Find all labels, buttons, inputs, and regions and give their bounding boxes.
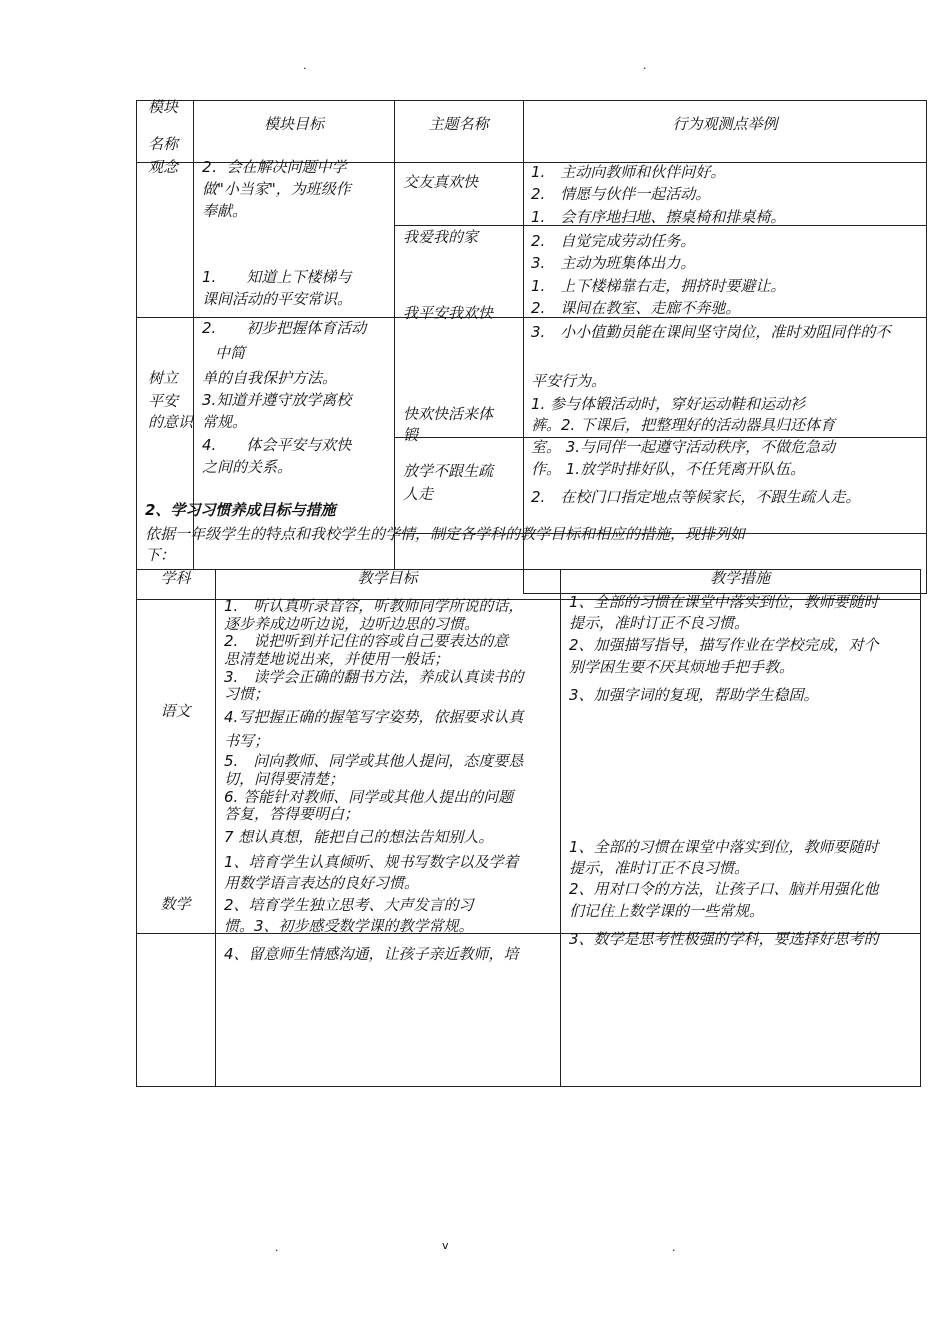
header-teaching-measure: 教学措施 (709, 569, 770, 587)
chinese-goal-line: 答复，答得要明白； (224, 805, 360, 823)
module-goal-line: 2. 初步把握体育活动 (202, 319, 367, 337)
behavior-line: 1. 参与体锻活动时，穿好运动鞋和运动衫 (531, 395, 806, 413)
chinese-measure-line: 别学困生要不厌其烦地手把手教。 (569, 658, 795, 676)
module-safety-label-line2: 平安 (148, 392, 179, 410)
top-right-dot: . (643, 59, 647, 72)
module-safety-label-line3: 的意识 (148, 413, 194, 431)
header-teaching-goal: 教学目标 (357, 569, 418, 587)
chinese-goal-line: 书写； (224, 732, 270, 750)
header-module-name-line1: 模块 (148, 98, 179, 116)
math-measure-line: 提示，准时订正不良习惯。 (569, 859, 750, 877)
theme-friendship: 交友真欢快 (403, 173, 479, 191)
math-goal-line: 4、留意师生情感沟通，让孩子亲近教师，培 (224, 945, 519, 963)
behavior-line: 3. 主动为班集体出力。 (531, 254, 696, 272)
theme-love-home: 我爱我的家 (403, 228, 479, 246)
chinese-goal-line: 习惯； (224, 685, 270, 703)
module-goal-line: 奉献。 (202, 202, 248, 220)
chinese-goal-line: 3. 读学会正确的翻书方法，养成认真读书的 (224, 668, 524, 686)
chinese-goal-line: 逐步养成边听边说，边听边思的习惯。 (224, 615, 480, 633)
module-goal-line: 中简 (215, 344, 246, 362)
section-intro-line1: 依据一年级学生的特点和我校学生的学情，制定各学科的教学目标和相应的措施，现排列如 (145, 525, 746, 543)
behavior-line: 2. 课间在教室、走廊不奔驰。 (531, 299, 741, 317)
math-measure-line: 2、用对口令的方法，让孩子口、脑并用强化他 (569, 880, 879, 898)
chinese-measure-line: 2、加强描写指导，描写作业在学校完成，对个 (569, 636, 879, 654)
module-concept-label: 观念 (148, 158, 179, 176)
chinese-goal-line: 1. 听认真听录音容，听教师同学所说的话， (224, 597, 524, 615)
header-behavior-examples: 行为观测点举例 (672, 115, 778, 133)
behavior-line: 作。 1.放学时排好队，不任凭离开队伍。 (531, 460, 806, 478)
math-goal-line: 惯。3、初步感受数学课的教学常规。 (224, 917, 474, 935)
chinese-goal-line: 4.写把握正确的握笔写字姿势，依据要求认真 (224, 708, 524, 726)
header-theme-name: 主题名称 (428, 115, 489, 133)
subject-chinese: 语文 (160, 702, 191, 720)
module-goal-line: 课间活动的平安常识。 (202, 290, 353, 308)
module-goal-line: 3.知道并遵守放学离校 (202, 391, 352, 409)
subject-math: 数学 (160, 895, 191, 913)
behavior-line: 1. 上下楼梯靠右走，拥挤时要避让。 (531, 277, 786, 295)
header-subject: 学科 (160, 569, 191, 587)
chinese-goal-line: 切，问得要清楚； (224, 770, 345, 788)
theme-exercise-line1: 快欢快活来体 (403, 405, 494, 423)
behavior-line: 2. 情愿与伙伴一起活动。 (531, 185, 711, 203)
chinese-goal-line: 6. 答能针对教师、同学或其他人提出的问题 (224, 788, 514, 806)
math-goal-line: 2、培育学生独立思考、大声发言的习 (224, 896, 474, 914)
module-goal-line: 1. 知道上下楼梯与 (202, 268, 352, 286)
behavior-line: 1. 主动向教师和伙伴问好。 (531, 163, 726, 181)
behavior-line: 1. 会有序地扫地、擦桌椅和排桌椅。 (531, 208, 786, 226)
math-goal-line: 1、培育学生认真倾听、规书写数字以及学着 (224, 853, 519, 871)
module-goal-line: 做"小当家"，为班级作 (202, 180, 351, 198)
math-goal-line: 用数学语言表达的良好习惯。 (224, 874, 420, 892)
chinese-measure-line: 提示，准时订正不良习惯。 (569, 614, 750, 632)
behavior-line: 平安行为。 (531, 372, 607, 390)
chinese-measure-line: 3、加强字词的复现，帮助学生稳固。 (569, 686, 819, 704)
chinese-goal-line: 2. 说把听到并记住的容或自己要表达的意 (224, 632, 509, 650)
behavior-line: 2. 在校门口指定地点等候家长，不跟生疏人走。 (531, 488, 861, 506)
section-heading: 2、学习习惯养成目标与措施 (145, 501, 336, 519)
chinese-goal-line: 7 想认真想，能把自己的想法告知别人。 (224, 828, 494, 846)
math-measure-line: 1、全部的习惯在课堂中落实到位，教师要随时 (569, 838, 879, 856)
behavior-line: 2. 自觉完成劳动任务。 (531, 232, 696, 250)
header-module-goal: 模块目标 (263, 115, 324, 133)
chinese-measure-line: 1、全部的习惯在课堂中落实到位，教师要随时 (569, 593, 879, 611)
theme-no-stranger-line2: 人走 (403, 485, 434, 503)
module-goal-line: 4. 体会平安与欢快 (202, 436, 352, 454)
footer-left-dot: . (275, 1241, 279, 1254)
chinese-goal-line: 5. 问向教师、同学或其他人提问，态度要恳 (224, 752, 524, 770)
theme-no-stranger-line1: 放学不跟生疏 (403, 462, 494, 480)
top-left-dot: . (303, 59, 307, 72)
module-safety-label-line1: 树立 (148, 369, 179, 387)
behavior-line: 3. 小小值勤员能在课间坚守岗位，准时劝阻同伴的不 (531, 323, 891, 341)
math-measure-line: 们记住上数学课的一些常规。 (569, 902, 765, 920)
footer-right-dot: . (672, 1241, 676, 1254)
module-goal-line: 常规。 (202, 413, 248, 431)
section-intro-line2: 下： (145, 546, 176, 564)
module-goal-line: 2．会在解决问题中学 (202, 158, 347, 176)
behavior-line: 裤。2. 下课后，把整理好的活动器具归还体育 (531, 416, 836, 434)
math-measure-line: 3、数学是思考性极强的学科，要选择好思考的 (569, 930, 879, 948)
module-goal-line: 之间的关系。 (202, 458, 293, 476)
header-module-name-line2: 名称 (148, 135, 179, 153)
theme-exercise-line2: 锻 (403, 426, 419, 444)
footer-center-mark: v (442, 1239, 449, 1252)
behavior-line: 室。 3.与同伴一起遵守活动秩序，不做危急动 (531, 438, 836, 456)
theme-safe-happy: 我平安我欢快 (403, 304, 494, 322)
chinese-goal-line: 思清楚地说出来，并使用一般话； (224, 650, 450, 668)
module-goal-line: 单的自我保护方法。 (202, 369, 338, 387)
